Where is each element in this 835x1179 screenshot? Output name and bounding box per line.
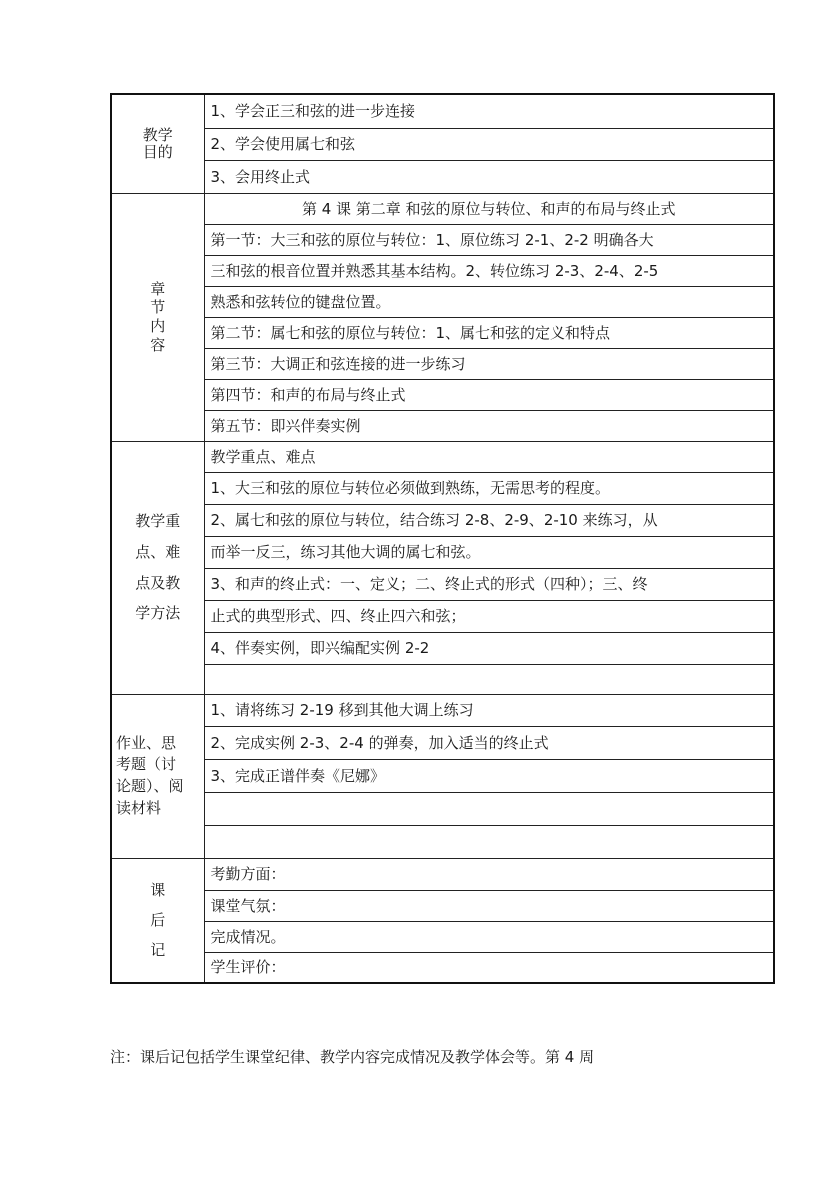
chapter-row-1 [111, 193, 774, 224]
keypoints-label [111, 441, 204, 694]
objective-item: 2、学会使用属七和弦 [204, 128, 774, 160]
chapter-text: 第三节：大调正和弦连接的进一步练习 [204, 348, 774, 379]
chapter-row-8 [111, 410, 774, 441]
chapter-row-6 [111, 348, 774, 379]
keypoints-text: 3、和声的终止式：一、定义；二、终止式的形式（四种）；三、终 [204, 568, 774, 600]
chapter-title: 第 4 课 第二章 和弦的原位与转位、和声的布局与终止式 [204, 193, 774, 224]
objectives-row-2 [111, 128, 774, 160]
keypoints-text: 2、属七和弦的原位与转位，结合练习 2-8、2-9、2-10 来练习，从 [204, 504, 774, 536]
label-line: 目的 [142, 142, 173, 161]
keypoints-text: 4、伴奏实例，即兴编配实例 2-2 [204, 632, 774, 664]
label-line: 学方法 [135, 604, 181, 623]
chapter-text: 第一节：大三和弦的原位与转位：1、原位练习 2-1、2-2 明确各大 [204, 224, 774, 255]
objective-item: 1、学会正三和弦的进一步连接 [204, 94, 774, 128]
chapter-row-2 [111, 224, 774, 255]
chapter-text: 第五节：即兴伴奏实例 [204, 410, 774, 441]
keypoints-row-6 [111, 600, 774, 632]
chapter-row-5 [111, 317, 774, 348]
homework-text [204, 792, 774, 825]
label-line: 考题（讨 [116, 755, 177, 774]
chapter-text: 第二节：属七和弦的原位与转位：1、属七和弦的定义和特点 [204, 317, 774, 348]
label-line: 教学 [142, 125, 173, 144]
homework-row-5 [111, 825, 774, 858]
homework-text: 1、请将练习 2-19 移到其他大调上练习 [204, 694, 774, 726]
objectives-row-3 [111, 160, 774, 193]
afterclass-row-4 [111, 952, 774, 983]
label-line: 节 [150, 298, 166, 317]
afterclass-text: 课堂气氛： [204, 890, 774, 921]
keypoints-row-5 [111, 568, 774, 600]
objectives-label [111, 94, 204, 193]
chapter-label [111, 193, 204, 441]
chapter-row-7 [111, 379, 774, 410]
keypoints-row-1 [111, 441, 774, 472]
label-line: 内 [150, 317, 166, 335]
keypoints-row-8 [111, 664, 774, 694]
keypoints-text: 1、大三和弦的原位与转位必须做到熟练，无需思考的程度。 [204, 472, 774, 504]
objective-item: 3、会用终止式 [204, 160, 774, 193]
afterclass-text: 考勤方面： [204, 858, 774, 890]
afterclass-text: 学生评价： [204, 952, 774, 983]
label-line: 后 [150, 911, 166, 930]
chapter-row-3 [111, 255, 774, 286]
label-line: 论题）、阅 [116, 777, 184, 795]
chapter-row-4 [111, 286, 774, 317]
keypoints-row-2 [111, 472, 774, 504]
homework-text: 3、完成正谱伴奏《尼娜》 [204, 759, 774, 792]
keypoints-text [204, 664, 774, 694]
homework-text [204, 825, 774, 858]
lesson-plan-table [110, 93, 775, 984]
homework-text: 2、完成实例 2-3、2-4 的弹奏，加入适当的终止式 [204, 726, 774, 759]
keypoints-text: 教学重点、难点 [204, 441, 774, 472]
homework-row-3 [111, 759, 774, 792]
keypoints-text: 止式的典型形式、四、终止四六和弦； [204, 600, 774, 632]
afterclass-label [111, 858, 204, 983]
keypoints-row-4 [111, 536, 774, 568]
label-line: 教学重 [135, 512, 181, 530]
label-line: 课 [150, 881, 166, 900]
homework-row-1 [111, 694, 774, 726]
chapter-text: 三和弦的根音位置并熟悉其基本结构。2、转位练习 2-3、2-4、2-5 [204, 255, 774, 286]
label-line: 作业、思 [116, 733, 177, 752]
label-line: 记 [150, 941, 166, 960]
keypoints-text: 而举一反三，练习其他大调的属七和弦。 [204, 536, 774, 568]
label-line: 容 [150, 335, 166, 354]
afterclass-text: 完成情况。 [204, 921, 774, 952]
label-line: 读材料 [116, 798, 162, 817]
homework-row-4 [111, 792, 774, 825]
keypoints-row-7 [111, 632, 774, 664]
afterclass-row-2 [111, 890, 774, 921]
chapter-text: 熟悉和弦转位的键盘位置。 [204, 286, 774, 317]
label-line: 章 [150, 279, 166, 298]
label-line: 点及教 [135, 573, 181, 592]
homework-row-2 [111, 726, 774, 759]
afterclass-row-1 [111, 858, 774, 890]
keypoints-row-3 [111, 504, 774, 536]
afterclass-row-3 [111, 921, 774, 952]
homework-label [111, 694, 204, 858]
chapter-text: 第四节：和声的布局与终止式 [204, 379, 774, 410]
footnote: 注：课后记包括学生课堂纪律、教学内容完成情况及教学体会等。第 4 周 [110, 1048, 595, 1066]
label-line: 点、难 [135, 542, 181, 561]
objectives-row-1 [111, 94, 774, 128]
